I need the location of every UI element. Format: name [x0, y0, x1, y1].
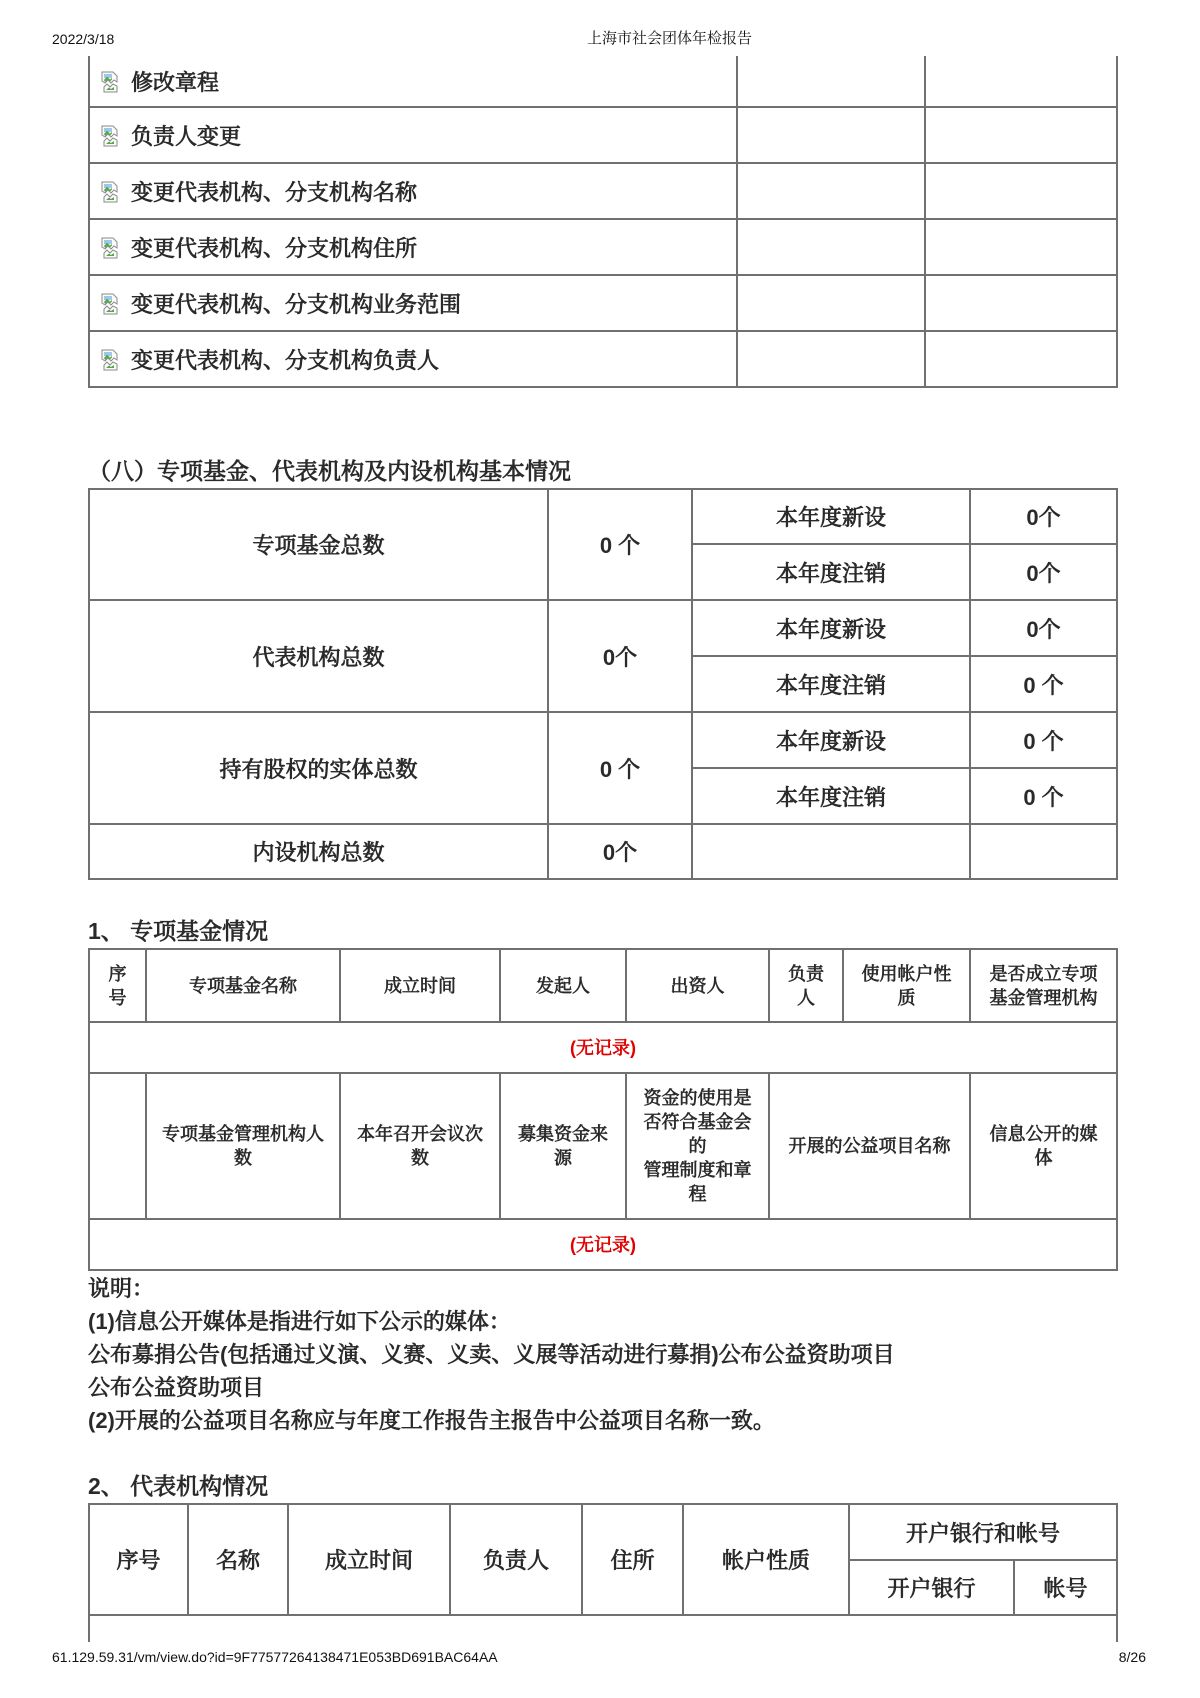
table-row: [89, 275, 1117, 331]
column-header-account-type: 帐户性质: [683, 1504, 849, 1615]
change-item-label: 变更代表机构、分支机构名称: [131, 179, 418, 205]
column-header-account-type: 使用帐户性质: [843, 949, 970, 1022]
change-item-label: 变更代表机构、分支机构负责人: [131, 347, 440, 373]
change-item-empty-cell: [925, 163, 1117, 219]
column-header-address: 住所: [582, 1504, 683, 1615]
column-header-name: 名称: [188, 1504, 288, 1615]
column-header-projects: 开展的公益项目名称: [769, 1073, 970, 1219]
column-header-fund-source: 募集资金来源: [500, 1073, 626, 1219]
change-item-empty-cell: [925, 331, 1117, 387]
summary-cancel-value: 0 个: [970, 656, 1117, 712]
no-record-text: (无记录): [89, 1022, 1117, 1073]
table-row: [89, 163, 1117, 219]
change-item-cell: [89, 219, 737, 275]
summary-total: 0个: [548, 824, 692, 879]
notes-line: 公布募捐公告(包括通过义演、义赛、义卖、义展等活动进行募捐)公布公益资助项目: [88, 1342, 895, 1367]
column-header-person-in-charge: 负责人: [450, 1504, 582, 1615]
section-heading: （八）专项基金、代表机构及内设机构基本情况: [88, 458, 571, 484]
summary-label: 专项基金总数: [89, 489, 548, 600]
summary-total: 0 个: [548, 489, 692, 600]
summary-new-label: 本年度新设: [692, 600, 970, 656]
broken-image-icon: [101, 181, 121, 203]
print-page-number: 8/26: [1118, 1649, 1146, 1665]
empty-header-cell: [89, 1073, 146, 1219]
rep-orgs-heading: 2、 代表机构情况: [88, 1473, 269, 1499]
special-funds-heading: 1、 专项基金情况: [88, 918, 269, 944]
change-item-empty-cell: [737, 163, 925, 219]
change-item-cell: [89, 163, 737, 219]
table-row: [89, 600, 1117, 656]
table-row: [89, 1615, 1117, 1642]
change-item-empty-cell: [925, 275, 1117, 331]
summary-new-value: 0 个: [970, 712, 1117, 768]
print-url: 61.129.59.31/vm/view.do?id=9F77577264138471E053BD691BAC64AA: [52, 1649, 498, 1665]
table-row: [89, 824, 1117, 879]
change-item-cell: [89, 107, 737, 163]
broken-image-icon: [101, 293, 121, 315]
table-row: [89, 56, 1117, 107]
column-header-initiator: 发起人: [500, 949, 626, 1022]
change-item-cell: [89, 331, 737, 387]
summary-table: [88, 488, 1118, 880]
column-header-seq: 序号: [89, 949, 146, 1022]
column-header-bank: 开户银行: [849, 1560, 1014, 1615]
change-item-label: 负责人变更: [131, 123, 242, 149]
notes-line: (2)开展的公益项目名称应与年度工作报告主报告中公益项目名称一致。: [88, 1408, 775, 1433]
no-record-text: (无记录): [89, 1219, 1117, 1270]
table-header-row: [89, 1504, 1117, 1560]
change-item-empty-cell: [737, 56, 925, 107]
notes-line: (1)信息公开媒体是指进行如下公示的媒体：: [88, 1309, 511, 1334]
fund-usage-line: 资金的使用是否符合基金会的: [643, 1088, 752, 1156]
summary-empty-cell: [970, 824, 1117, 879]
summary-cancel-value: 0 个: [970, 768, 1117, 824]
summary-cancel-label: 本年度注销: [692, 544, 970, 600]
truncated-row: [89, 1615, 1117, 1642]
summary-label: 代表机构总数: [89, 600, 548, 712]
column-header-disclosure-media: 信息公开的媒体: [970, 1073, 1117, 1219]
table-header-row: [89, 1073, 1117, 1219]
change-item-label: 变更代表机构、分支机构住所: [131, 235, 418, 261]
special-funds-table: [88, 948, 1118, 1271]
change-item-empty-cell: [737, 107, 925, 163]
summary-cancel-label: 本年度注销: [692, 768, 970, 824]
summary-label: 持有股权的实体总数: [89, 712, 548, 824]
print-title: 上海市社会团体年检报告: [587, 30, 753, 47]
change-items-table: [88, 56, 1118, 388]
broken-image-icon: [101, 349, 121, 371]
summary-total: 0个: [548, 600, 692, 712]
change-item-empty-cell: [925, 107, 1117, 163]
summary-new-value: 0个: [970, 489, 1117, 544]
summary-cancel-value: 0个: [970, 544, 1117, 600]
column-header-bank-group: 开户银行和帐号: [849, 1504, 1117, 1560]
change-item-cell: [89, 275, 737, 331]
change-item-label: 变更代表机构、分支机构业务范围: [131, 291, 462, 317]
column-header-meetings: 本年召开会议次数: [340, 1073, 500, 1219]
column-header-fund-name: 专项基金名称: [146, 949, 340, 1022]
summary-empty-cell: [692, 824, 970, 879]
column-header-seq: 序号: [89, 1504, 188, 1615]
notes-line: 公布公益资助项目: [88, 1375, 265, 1400]
change-item-cell: [89, 56, 737, 107]
change-item-empty-cell: [925, 56, 1117, 107]
table-row: [89, 1022, 1117, 1073]
notes-block: [88, 1272, 895, 1437]
change-item-empty-cell: [737, 275, 925, 331]
column-header-established: 成立时间: [340, 949, 500, 1022]
table-row: [89, 219, 1117, 275]
fund-usage-line: 管理制度和章程: [643, 1160, 752, 1204]
column-header-management-org: 是否成立专项基金管理机构: [970, 949, 1117, 1022]
print-date: 2022/3/18: [52, 31, 115, 47]
broken-image-icon: [101, 125, 121, 147]
column-header-fund-usage: [626, 1073, 769, 1219]
column-header-account: 帐号: [1014, 1560, 1117, 1615]
summary-label: 内设机构总数: [89, 824, 548, 879]
column-header-funder: 出资人: [626, 949, 769, 1022]
notes-title: 说明：: [88, 1276, 155, 1301]
change-item-empty-cell: [925, 219, 1117, 275]
table-row: [89, 331, 1117, 387]
column-header-person-in-charge: 负责人: [769, 949, 843, 1022]
change-item-label: 修改章程: [131, 69, 220, 95]
table-row: [89, 712, 1117, 768]
table-row: [89, 107, 1117, 163]
summary-new-label: 本年度新设: [692, 489, 970, 544]
summary-new-label: 本年度新设: [692, 712, 970, 768]
summary-cancel-label: 本年度注销: [692, 656, 970, 712]
broken-image-icon: [101, 71, 121, 93]
column-header-established: 成立时间: [288, 1504, 450, 1615]
rep-orgs-table: [88, 1503, 1118, 1642]
change-item-empty-cell: [737, 331, 925, 387]
table-header-row: [89, 949, 1117, 1022]
summary-total: 0 个: [548, 712, 692, 824]
broken-image-icon: [101, 237, 121, 259]
summary-new-value: 0个: [970, 600, 1117, 656]
table-row: [89, 489, 1117, 544]
change-item-empty-cell: [737, 219, 925, 275]
table-row: [89, 1219, 1117, 1270]
column-header-manager-count: 专项基金管理机构人数: [146, 1073, 340, 1219]
